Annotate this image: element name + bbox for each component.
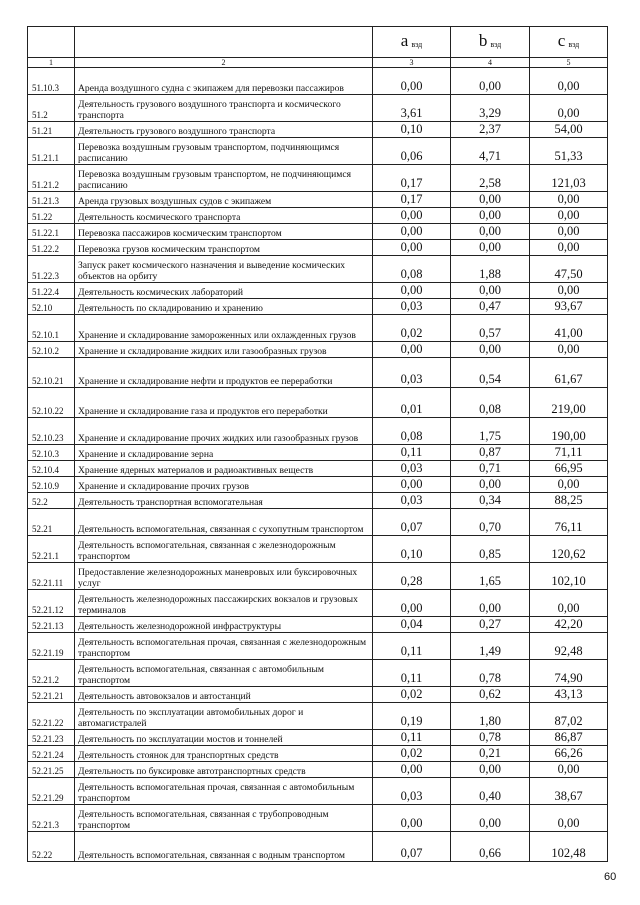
row-value-b: 1,65: [451, 563, 530, 590]
table-row: [28, 805, 608, 832]
row-value-c: 88,25: [530, 493, 608, 509]
row-name: Деятельность вспомогательная, связанная с трубопроводным транспортом: [75, 805, 373, 832]
row-code: 52.10.1: [28, 315, 75, 342]
row-value-c: 0,00: [530, 240, 608, 256]
column-number: 3: [373, 58, 451, 68]
row-name: Хранение и складирование зерна: [75, 445, 373, 461]
table-row: [28, 95, 608, 122]
table-row: [28, 224, 608, 240]
row-code: 52.21.23: [28, 730, 75, 746]
row-value-a: 0,00: [373, 477, 451, 493]
row-value-c: 42,20: [530, 617, 608, 633]
row-value-a: 0,00: [373, 342, 451, 358]
row-value-a: 0,03: [373, 778, 451, 805]
row-name: Деятельность по эксплуатации автомобильных дорог и автомагистралей: [75, 703, 373, 730]
row-code: 51.22.1: [28, 224, 75, 240]
row-value-b: 0,70: [451, 509, 530, 536]
row-value-b: 1,75: [451, 418, 530, 445]
row-value-a: 0,08: [373, 418, 451, 445]
row-name: Хранение и складирование нефти и продуктов ее переработки: [75, 358, 373, 388]
row-value-c: 0,00: [530, 95, 608, 122]
row-value-a: 0,11: [373, 445, 451, 461]
table-row: [28, 762, 608, 778]
row-name: Деятельность транспортная вспомогательная: [75, 493, 373, 509]
row-value-a: 0,00: [373, 283, 451, 299]
header-c: c $_{вэд}$: [530, 27, 608, 58]
row-code: 51.22.2: [28, 240, 75, 256]
row-code: 52.21.21: [28, 687, 75, 703]
row-name: Деятельность вспомогательная, связанная с водным транспортом: [75, 832, 373, 862]
row-code: 51.22.3: [28, 256, 75, 283]
row-name: Запуск ракет космического назначения и выведение космических объектов на орбиту: [75, 256, 373, 283]
table-row: [28, 477, 608, 493]
row-value-b: 0,08: [451, 388, 530, 418]
row-value-a: 0,17: [373, 165, 451, 192]
row-value-a: 0,11: [373, 730, 451, 746]
row-name: Деятельность по буксировке автотранспортных средств: [75, 762, 373, 778]
row-code: 51.21.3: [28, 192, 75, 208]
row-value-c: 71,11: [530, 445, 608, 461]
row-value-b: 0,00: [451, 477, 530, 493]
row-value-c: 121,03: [530, 165, 608, 192]
row-value-a: 0,02: [373, 746, 451, 762]
row-code: 52.21.13: [28, 617, 75, 633]
row-value-c: 47,50: [530, 256, 608, 283]
row-name: Деятельность стоянок для транспортных средств: [75, 746, 373, 762]
row-value-b: 0,00: [451, 283, 530, 299]
table-row: [28, 509, 608, 536]
row-value-b: 0,00: [451, 762, 530, 778]
row-value-c: 102,48: [530, 832, 608, 862]
table-body: [28, 68, 608, 862]
table-row: [28, 778, 608, 805]
row-value-a: 0,11: [373, 660, 451, 687]
row-value-c: 87,02: [530, 703, 608, 730]
row-code: 51.10.3: [28, 68, 75, 95]
row-value-a: 0,00: [373, 224, 451, 240]
row-value-c: 0,00: [530, 208, 608, 224]
row-code: 52.21.29: [28, 778, 75, 805]
table-row: [28, 256, 608, 283]
row-value-c: 86,87: [530, 730, 608, 746]
row-value-b: 2,37: [451, 122, 530, 138]
table-row: [28, 122, 608, 138]
table-row: [28, 730, 608, 746]
row-name: Деятельность космического транспорта: [75, 208, 373, 224]
document-sheet: [27, 26, 607, 862]
row-code: 52.21.11: [28, 563, 75, 590]
table-row: [28, 746, 608, 762]
column-number-row: [28, 58, 608, 68]
row-value-b: 0,00: [451, 590, 530, 617]
header-code: [28, 27, 75, 58]
table-row: [28, 283, 608, 299]
table-row: [28, 299, 608, 315]
table-row: [28, 192, 608, 208]
row-value-c: 0,00: [530, 590, 608, 617]
row-code: 52.21.12: [28, 590, 75, 617]
row-name: Аренда воздушного судна с экипажем для перевозки пассажиров: [75, 68, 373, 95]
row-value-c: 54,00: [530, 122, 608, 138]
row-value-c: 92,48: [530, 633, 608, 660]
row-value-b: 0,21: [451, 746, 530, 762]
row-name: Деятельность космических лабораторий: [75, 283, 373, 299]
table-row: [28, 703, 608, 730]
table-row: [28, 358, 608, 388]
row-name: Предоставление железнодорожных маневровых или буксировочных услуг: [75, 563, 373, 590]
table-row: [28, 493, 608, 509]
header-a: a $_{вэд}$: [373, 27, 451, 58]
row-value-c: 76,11: [530, 509, 608, 536]
row-value-c: 93,67: [530, 299, 608, 315]
row-value-a: 0,08: [373, 256, 451, 283]
table-row: [28, 633, 608, 660]
row-name: Хранение и складирование газа и продуктов его переработки: [75, 388, 373, 418]
row-name: Хранение и складирование прочих грузов: [75, 477, 373, 493]
row-code: 52.21.25: [28, 762, 75, 778]
table-row: [28, 165, 608, 192]
table-row: [28, 563, 608, 590]
row-value-a: 0,10: [373, 122, 451, 138]
row-value-c: 38,67: [530, 778, 608, 805]
row-value-c: 0,00: [530, 762, 608, 778]
row-value-a: 0,07: [373, 509, 451, 536]
row-value-a: 0,03: [373, 358, 451, 388]
row-value-b: 0,00: [451, 342, 530, 358]
row-name: Деятельность грузового воздушного транспорта: [75, 122, 373, 138]
row-value-a: 0,19: [373, 703, 451, 730]
row-value-b: 0,40: [451, 778, 530, 805]
row-value-a: 0,11: [373, 633, 451, 660]
table-row: [28, 68, 608, 95]
row-value-c: 74,90: [530, 660, 608, 687]
row-value-b: 0,78: [451, 730, 530, 746]
row-value-b: 0,27: [451, 617, 530, 633]
row-value-b: 0,34: [451, 493, 530, 509]
row-name: Хранение и складирование замороженных или охлажденных грузов: [75, 315, 373, 342]
table-row: [28, 445, 608, 461]
row-value-b: 3,29: [451, 95, 530, 122]
row-value-a: 0,01: [373, 388, 451, 418]
row-value-b: 0,62: [451, 687, 530, 703]
row-code: 52.10.3: [28, 445, 75, 461]
table-row: [28, 315, 608, 342]
row-value-c: 41,00: [530, 315, 608, 342]
row-code: 52.21.24: [28, 746, 75, 762]
row-value-b: 0,00: [451, 68, 530, 95]
row-value-c: 219,00: [530, 388, 608, 418]
row-value-a: 0,02: [373, 687, 451, 703]
row-code: 51.22.4: [28, 283, 75, 299]
row-code: 52.21.19: [28, 633, 75, 660]
row-code: 51.2: [28, 95, 75, 122]
row-value-b: 0,57: [451, 315, 530, 342]
row-value-a: 0,28: [373, 563, 451, 590]
row-value-b: 0,00: [451, 208, 530, 224]
row-value-c: 190,00: [530, 418, 608, 445]
row-code: 52.22: [28, 832, 75, 862]
table-row: [28, 240, 608, 256]
row-value-a: 0,00: [373, 240, 451, 256]
row-value-a: 0,02: [373, 315, 451, 342]
row-name: Деятельность автовокзалов и автостанций: [75, 687, 373, 703]
row-code: 52.21.2: [28, 660, 75, 687]
table-row: [28, 418, 608, 445]
row-name: Деятельность по складированию и хранению: [75, 299, 373, 315]
row-value-a: 0,03: [373, 461, 451, 477]
row-code: 52.10.9: [28, 477, 75, 493]
row-value-b: 0,66: [451, 832, 530, 862]
row-name: Хранение и складирование жидких или газообразных грузов: [75, 342, 373, 358]
table-row: [28, 660, 608, 687]
row-value-a: 0,03: [373, 493, 451, 509]
table-row: [28, 832, 608, 862]
row-code: 52.10.4: [28, 461, 75, 477]
table-row: [28, 461, 608, 477]
row-value-c: 0,00: [530, 342, 608, 358]
row-value-b: 1,80: [451, 703, 530, 730]
row-name: Хранение и складирование прочих жидких или газообразных грузов: [75, 418, 373, 445]
row-value-c: 43,13: [530, 687, 608, 703]
table-row: [28, 536, 608, 563]
row-value-a: 3,61: [373, 95, 451, 122]
row-value-c: 0,00: [530, 805, 608, 832]
row-value-c: 0,00: [530, 68, 608, 95]
row-code: 52.10.2: [28, 342, 75, 358]
row-value-b: 0,78: [451, 660, 530, 687]
row-code: 52.21.22: [28, 703, 75, 730]
row-code: 51.21.2: [28, 165, 75, 192]
row-name: Перевозка грузов космическим транспортом: [75, 240, 373, 256]
row-value-a: 0,07: [373, 832, 451, 862]
row-value-b: 0,87: [451, 445, 530, 461]
row-name: Деятельность вспомогательная прочая, связанная с железнодорожным транспортом: [75, 633, 373, 660]
row-code: 52.10.22: [28, 388, 75, 418]
row-value-a: 0,00: [373, 805, 451, 832]
row-code: 51.22: [28, 208, 75, 224]
row-value-c: 120,62: [530, 536, 608, 563]
row-code: 52.21: [28, 509, 75, 536]
column-number: 1: [28, 58, 75, 68]
row-name: Деятельность железнодорожной инфраструктуры: [75, 617, 373, 633]
row-value-c: 61,67: [530, 358, 608, 388]
table-header-row: [28, 27, 608, 58]
row-name: Деятельность вспомогательная, связанная с сухопутным транспортом: [75, 509, 373, 536]
row-value-b: 0,00: [451, 805, 530, 832]
table-row: [28, 687, 608, 703]
row-value-b: 0,00: [451, 224, 530, 240]
column-number: 5: [530, 58, 608, 68]
table-row: [28, 138, 608, 165]
row-value-a: 0,00: [373, 68, 451, 95]
row-name: Деятельность вспомогательная, связанная с автомобильным транспортом: [75, 660, 373, 687]
row-value-b: 0,00: [451, 192, 530, 208]
row-value-c: 0,00: [530, 477, 608, 493]
row-value-a: 0,04: [373, 617, 451, 633]
row-value-a: 0,00: [373, 208, 451, 224]
table-row: [28, 342, 608, 358]
row-code: 52.21.1: [28, 536, 75, 563]
table-row: [28, 208, 608, 224]
row-value-b: 0,85: [451, 536, 530, 563]
row-value-c: 102,10: [530, 563, 608, 590]
column-number: 4: [451, 58, 530, 68]
row-code: 51.21: [28, 122, 75, 138]
row-value-b: 1,88: [451, 256, 530, 283]
row-value-b: 0,71: [451, 461, 530, 477]
row-value-a: 0,10: [373, 536, 451, 563]
row-value-c: 66,95: [530, 461, 608, 477]
data-table: [27, 26, 608, 862]
row-name: Деятельность железнодорожных пассажирских вокзалов и грузовых терминалов: [75, 590, 373, 617]
row-value-b: 0,54: [451, 358, 530, 388]
row-code: 52.10.23: [28, 418, 75, 445]
row-code: 51.21.1: [28, 138, 75, 165]
row-code: 52.21.3: [28, 805, 75, 832]
row-name: Деятельность по эксплуатации мостов и тоннелей: [75, 730, 373, 746]
row-value-c: 66,26: [530, 746, 608, 762]
column-number: 2: [75, 58, 373, 68]
row-value-b: 0,47: [451, 299, 530, 315]
row-value-b: 2,58: [451, 165, 530, 192]
row-value-c: 51,33: [530, 138, 608, 165]
page-number: 60: [604, 871, 617, 883]
table-row: [28, 617, 608, 633]
table-row: [28, 388, 608, 418]
header-name: [75, 27, 373, 58]
row-code: 52.10.21: [28, 358, 75, 388]
row-code: 52.10: [28, 299, 75, 315]
row-value-a: 0,17: [373, 192, 451, 208]
row-name: Деятельность грузового воздушного транспорта и космического транспорта: [75, 95, 373, 122]
row-value-a: 0,06: [373, 138, 451, 165]
row-name: Перевозка пассажиров космическим транспортом: [75, 224, 373, 240]
row-name: Аренда грузовых воздушных судов с экипажем: [75, 192, 373, 208]
row-name: Перевозка воздушным грузовым транспортом, подчиняющимся расписанию: [75, 138, 373, 165]
row-value-b: 4,71: [451, 138, 530, 165]
row-name: Деятельность вспомогательная, связанная с железнодорожным транспортом: [75, 536, 373, 563]
row-name: Перевозка воздушным грузовым транспортом, не подчиняющимся расписанию: [75, 165, 373, 192]
row-name: Хранение ядерных материалов и радиоактивных веществ: [75, 461, 373, 477]
row-value-b: 0,00: [451, 240, 530, 256]
row-value-c: 0,00: [530, 192, 608, 208]
row-value-c: 0,00: [530, 224, 608, 240]
row-value-b: 1,49: [451, 633, 530, 660]
row-code: 52.2: [28, 493, 75, 509]
row-value-a: 0,00: [373, 762, 451, 778]
row-value-a: 0,00: [373, 590, 451, 617]
row-name: Деятельность вспомогательная прочая, связанная с автомобильным транспортом: [75, 778, 373, 805]
table-row: [28, 590, 608, 617]
header-b: b $_{вэд}$: [451, 27, 530, 58]
row-value-a: 0,03: [373, 299, 451, 315]
row-value-c: 0,00: [530, 283, 608, 299]
